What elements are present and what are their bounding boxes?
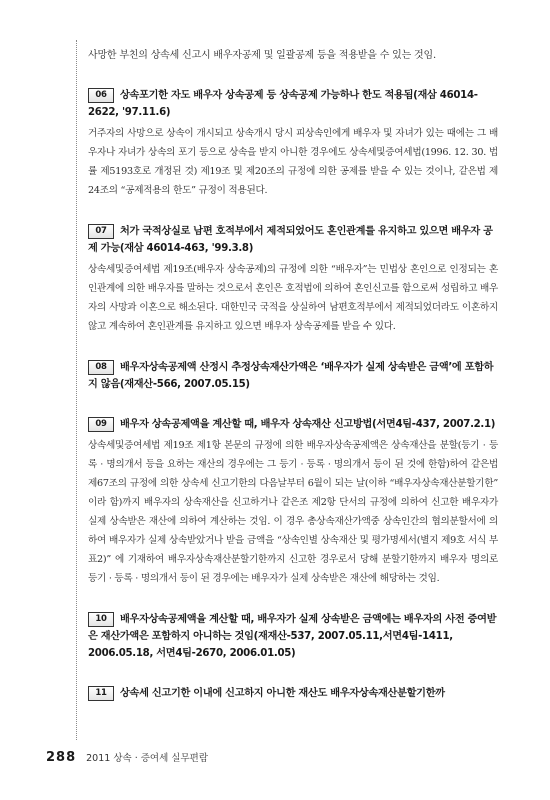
- section-heading: [88, 685, 498, 702]
- page-number: 288: [46, 750, 77, 765]
- left-margin-rule: [76, 40, 77, 740]
- section-07: [88, 223, 498, 336]
- section-number-badge: 09: [88, 417, 114, 432]
- section-body: 상속세및증여세법 제19조 제1항 본문의 규정에 의한 배우자상속공제액은 상속재산을 분할(등기 · 등록 · 명의개서 등을 요하는 재산의 경우에는 그 등기 · 등록 · 명의개서 등이 된 것에 한함)하여 같은법 제67조의 규정에 의한 상속세 신고기한의 다음날부터 6월이 되는 날(이하 “배우자상속재산분할기한” 이라 함)까지 배우자의 상속재산을 신고하거나 같은조 제2항 단서의 규정에 의하여 신고한 배우자가 실제 상속받은 재산에 의하여 계산하는 것임. 이 경우 총상속재산가액중 상속인간의 협의분할서에 의하여 배우자가 실제 상속받았거나 받을 금액을 “상속인별 상속재산 및 평가명세서(별지 제9호 서식 부표2)” 에 기재하여 배우자상속재산분할기한까지 신고한 경우로서 당해 분할기한까지 배우자 명의로 등기 · 등록 · 명의개서 등이 된 경우에는 배우자가 실제 상속받은 재산에 해당하는 것임.: [88, 440, 498, 584]
- section-number-badge: 11: [88, 686, 114, 701]
- section-06: [88, 87, 498, 200]
- section-09: [88, 416, 498, 588]
- section-heading: [88, 416, 498, 433]
- page-footer: [46, 746, 516, 765]
- intro-paragraph: 사망한 부친의 상속세 신고시 배우자공제 및 일괄공제 등을 적용받을 수 있는 것임.: [88, 50, 436, 61]
- section-title: 처가 국적상실로 남편 호적부에서 제적되었어도 혼인관계를 유지하고 있으면 배우자 공제 가능(재삼 46014-463, '99.3.8): [88, 226, 493, 254]
- section-body: 거주자의 사망으로 상속이 개시되고 상속개시 당시 피상속인에게 배우자 및 자녀가 있는 때에는 그 배우자나 자녀가 상속의 포기 등으로 상속을 받지 아니한 경우에도 상속세및증여세법(1996. 12. 30. 법률 제5193호로 개정된 것) 제19조 및 제20조의 규정에 의한 공제를 받을 수 있는 것이나, 같은법 제24조의 “공제적용의 한도” 규정이 적용된다.: [88, 128, 498, 196]
- section-title: 배우자상속공제액 산정시 추정상속재산가액은 ‘배우자가 실제 상속받은 금액’에 포함하지 않음(재재산-566, 2007.05.15): [88, 362, 494, 390]
- section-title: 상속세 신고기한 이내에 신고하지 아니한 재산도 배우자상속재산분할기한까: [120, 688, 445, 699]
- section-heading: [88, 87, 498, 121]
- section-number-badge: 10: [88, 612, 114, 627]
- section-10: [88, 611, 498, 662]
- section-heading: [88, 223, 498, 257]
- section-heading: [88, 359, 498, 393]
- section-11: [88, 685, 498, 702]
- section-title: 배우자 상속공제액을 계산할 때, 배우자 상속재산 신고방법(서면4팀-437, 2007.2.1): [120, 419, 496, 430]
- section-number-badge: 07: [88, 224, 114, 239]
- section-number-badge: 08: [88, 360, 114, 375]
- section-title: 배우자상속공제액을 계산할 때, 배우자가 실제 상속받은 금액에는 배우자의 사전 증여받은 재산가액은 포함하지 아니하는 것임(재재산-537, 2007.05.11,서면4팀-1411, 2006.05.18, 서면4팀-2670, 2006.01.05): [88, 614, 497, 659]
- section-number-badge: 06: [88, 88, 114, 103]
- book-title: 2011 상속 · 증여세 실무편람: [86, 753, 209, 764]
- section-title: 상속포기한 자도 배우자 상속공제 등 상속공제 가능하나 한도 적용됨(재삼 46014-2622, '97.11.6): [88, 90, 478, 118]
- section-body: 상속세및증여세법 제19조(배우자 상속공제)의 규정에 의한 “배우자”는 민법상 혼인으로 인정되는 혼인관계에 의한 배우자를 말하는 것으로서 혼인은 호적법에 의하여 혼인신고를 함으로써 성립하고 배우자의 사망과 이혼으로 해소된다. 대한민국 국적을 상실하여 남편호적부에서 제적되었더라도 이혼하지 않고 계속하여 혼인관계를 유지하고 있으면 배우자 상속공제를 받을 수 있다.: [88, 264, 498, 332]
- section-08: [88, 359, 498, 393]
- page-content: [88, 46, 498, 702]
- section-heading: [88, 611, 498, 662]
